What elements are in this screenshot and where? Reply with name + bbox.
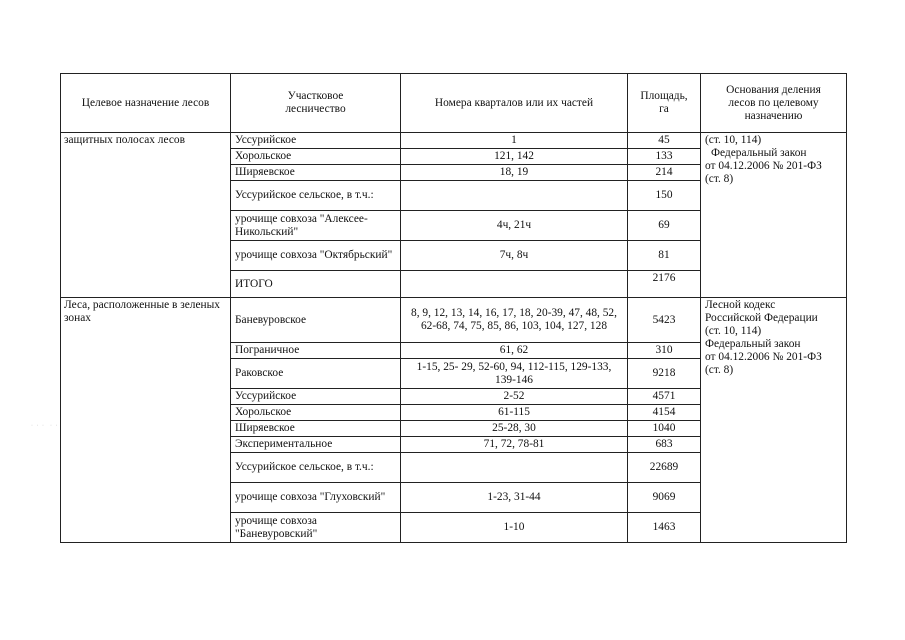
area-cell: 150 xyxy=(628,181,701,211)
quarters-cell: 61, 62 xyxy=(401,343,628,359)
basis-cell-2 xyxy=(701,298,847,543)
forestry-cell: урочище совхоза "Алексее-Никольский" xyxy=(231,211,401,241)
forestry-cell: Уссурийское xyxy=(231,133,401,149)
area-cell: 1040 xyxy=(628,421,701,437)
total-label: ИТОГО xyxy=(231,271,401,298)
quarters-cell xyxy=(401,181,628,211)
basis-line: от 04.12.2006 № 201-ФЗ xyxy=(705,351,822,363)
forestry-cell: урочище совхоза "Глуховский" xyxy=(231,483,401,513)
quarters-cell: 25-28, 30 xyxy=(401,421,628,437)
header-basis: Основания деления лесов по целевому назначению xyxy=(701,74,847,133)
area-cell: 5423 xyxy=(628,298,701,343)
forest-purpose-table xyxy=(60,73,847,543)
header-area: Площадь, га xyxy=(628,74,701,133)
quarters-cell: 121, 142 xyxy=(401,149,628,165)
quarters-cell: 71, 72, 78-81 xyxy=(401,437,628,453)
area-cell: 9218 xyxy=(628,359,701,389)
total-area: 2176 xyxy=(628,271,701,298)
forestry-cell: урочище совхоза "Баневуровский" xyxy=(231,513,401,543)
header-purpose: Целевое назначение лесов xyxy=(61,74,231,133)
forestry-cell: Хорольское xyxy=(231,149,401,165)
area-cell: 45 xyxy=(628,133,701,149)
quarters-cell: 4ч, 21ч xyxy=(401,211,628,241)
basis-line: (ст. 8) xyxy=(705,173,734,185)
forestry-cell: урочище совхоза "Октябрьский" xyxy=(231,241,401,271)
basis-line: Федеральный закон xyxy=(705,338,801,350)
forestry-cell: Ширяевское xyxy=(231,165,401,181)
header-forestry: Участковое лесничество xyxy=(231,74,401,133)
area-cell: 4154 xyxy=(628,405,701,421)
quarters-cell: 2-52 xyxy=(401,389,628,405)
basis-line: Российской Федерации xyxy=(705,312,818,324)
forestry-cell: Экспериментальное xyxy=(231,437,401,453)
basis-line: Федеральный закон xyxy=(711,147,807,159)
quarters-cell: 1-15, 25- 29, 52-60, 94, 112-115, 129-133, 139-146 xyxy=(401,359,628,389)
scan-artifact: · · · · · xyxy=(31,423,59,429)
basis-line: (ст. 10, 114) xyxy=(705,134,762,146)
quarters-cell: 8, 9, 12, 13, 14, 16, 17, 18, 20-39, 47, 48, 52, 62-68, 74, 75, 85, 86, 103, 104, 127, 128 xyxy=(401,298,628,343)
forestry-cell: Баневуровское xyxy=(231,298,401,343)
basis-line: от 04.12.2006 № 201-ФЗ xyxy=(705,160,822,172)
quarters-cell xyxy=(401,271,628,298)
header-quarters: Номера кварталов или их частей xyxy=(401,74,628,133)
quarters-cell xyxy=(401,453,628,483)
area-cell: 133 xyxy=(628,149,701,165)
area-cell: 4571 xyxy=(628,389,701,405)
quarters-cell: 1-10 xyxy=(401,513,628,543)
purpose-cell-1: защитных полосах лесов xyxy=(61,133,231,298)
purpose-cell-2: Леса, расположенные в зеленых зонах xyxy=(61,298,231,543)
forestry-cell: Ширяевское xyxy=(231,421,401,437)
forestry-cell: Пограничное xyxy=(231,343,401,359)
quarters-cell: 1 xyxy=(401,133,628,149)
basis-line: Лесной кодекс xyxy=(705,299,776,311)
area-cell: 310 xyxy=(628,343,701,359)
quarters-cell: 1-23, 31-44 xyxy=(401,483,628,513)
forestry-cell: Уссурийское сельское, в т.ч.: xyxy=(231,181,401,211)
forestry-cell: Уссурийское xyxy=(231,389,401,405)
area-cell: 683 xyxy=(628,437,701,453)
table-row xyxy=(61,133,847,149)
area-cell: 1463 xyxy=(628,513,701,543)
quarters-cell: 18, 19 xyxy=(401,165,628,181)
quarters-cell: 7ч, 8ч xyxy=(401,241,628,271)
forestry-cell: Уссурийское сельское, в т.ч.: xyxy=(231,453,401,483)
area-cell: 81 xyxy=(628,241,701,271)
basis-line: (ст. 8) xyxy=(705,364,734,376)
area-cell: 214 xyxy=(628,165,701,181)
forestry-cell: Раковское xyxy=(231,359,401,389)
basis-cell-1 xyxy=(701,133,847,298)
area-cell: 9069 xyxy=(628,483,701,513)
forestry-cell: Хорольское xyxy=(231,405,401,421)
quarters-cell: 61-115 xyxy=(401,405,628,421)
header-row xyxy=(61,74,847,133)
area-cell: 22689 xyxy=(628,453,701,483)
table-row xyxy=(61,298,847,343)
area-cell: 69 xyxy=(628,211,701,241)
basis-line: (ст. 10, 114) xyxy=(705,325,762,337)
